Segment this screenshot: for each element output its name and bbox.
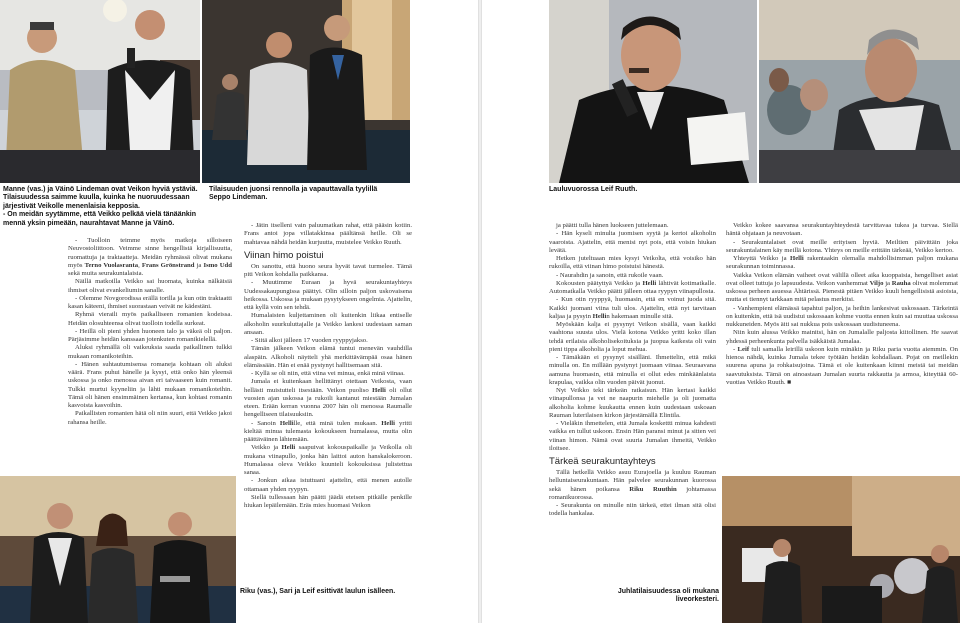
caption-manne-vaino: [3, 186, 203, 228]
paragraph: Hetken juteltuaan mies kysyi Veikolta, että voisiko hän rukoilla, että viinan himo poistuisi hänestä.: [549, 255, 716, 271]
photo-live-orchestra: [722, 476, 960, 623]
caption-orchestra: Juhlatilaisuudessa oli mukana liveorkesteri.: [617, 588, 719, 604]
paragraph: Nyt Veikko teki tärkeän ratkaisun. Hän kertasi kaikki viinapullonsa ja vei ne naapurin miehelle ja oli juomatta alkoholia kohme kuukautta ennen kuin uudestaan uskoaan Rauman luterilaisen kirkon järjestämällä Elintila.: [549, 387, 716, 419]
caption-line: Tilaisuuden juonsi rennolla ja vapauttavalla tyylillä: [209, 186, 378, 193]
paragraph: - Seurakunta on minulle niin tärkeä, ettei ilman sitä olisi todella hankalaa.: [549, 502, 716, 518]
text-column-4: [726, 222, 958, 472]
paragraph: Näillä matkoilla Veikko sai huomata, kuinka nälkäisiä ihmiset olivat evankeliumin sanalle.: [68, 278, 232, 294]
paragraph: Niin kuin alussa Veikko mainitsi, hän on Jumalalle paljosta kiitollinen. He saavat yhdessä perheenkunta palvella isäkkäistä Jumalaa.: [726, 329, 958, 345]
text-column-2: [244, 222, 412, 582]
paragraph: - Heillä oli pieni yhden huoneen talo ja väkeä oli paljon. Pärjäsimme heidän kanssaan jotenkuten romanikielellä.: [68, 327, 232, 343]
photo-manne-vaino: [0, 0, 200, 183]
paragraph: Ryhmä vieraili myös paikalliseen romanien kodeissa. Heidän olosuhteensa olivat tuolloin todella surkeat.: [68, 311, 232, 327]
paragraph: Humalaisten kuljettaminen oli kuitenkin liikaa entiselle alkoholin suurkuluttajalle ja Veikko lankesi uudestaan saman ansaan.: [244, 312, 412, 336]
paragraph: ja päätti tulla hänen luokseen juttelemaan.: [556, 222, 669, 229]
caption-riku-sari-leif: Riku (vas.), Sari ja Leif esittivät laulun isälleen.: [240, 588, 396, 595]
paragraph: On sanottu, että huono seura hyvät tavat turmelee. Tämä piti Veikon kohdalla paikkansa.: [244, 262, 412, 278]
photo-seppo-lindeman: [202, 0, 410, 183]
caption-leif: Lauluvuorossa Leif Ruuth.: [549, 186, 638, 193]
paragraph: - Leif tuli samalla leirillä uskoon kuin minäkin ja Riku paria vuotta aiemmin. On hienoa nähdä, kuinka Jumala tekee työtään heidän kohdallaan. Pojat on meillekin suurena apuna ja rohkaisujoina. Tämä ei ole kuitenkaan kiinni meistä tai meidän saavutuksista. Tämä on ainoastaan Jumalan suurta rakkautta ja armoa, kiteyttää 60-vuotias Veikko Ruuth. ■: [726, 345, 958, 386]
paragraph: - Vieläkin ihmettelen, että Jumala koskettti minua kahdesti vaikka en tullut uskoon. Ensin Hän paransi minut ja sitten vei viinan himon. Nämä ovat suuria Jumalan ihmeitä, Veikko iloitsee.: [549, 420, 716, 452]
paragraph: Vaikka Veikon elämän vaiheet ovat välillä olleet aika kuoppaisia, hengelliset asiat ovat olleet tuttuja jo lapsuudesta. Veikon vanhemmat Viljo ja Rauha olivat molemmat uskossa perheen asuessa Ähtärissä. Pienestä pitäen Veikko kuuli hengellisistä asioista, mutta ei tiennyt tarkkaan mitä pelastus merkitsi.: [726, 271, 958, 304]
caption-line: järjestivät Veikolle menenlaisia kepposia.: [3, 202, 140, 210]
caption-seppo: [209, 186, 409, 203]
paragraph: - Olemme Novgorodissa erällä torilla ja kun otin traktaatti kasan käteeni, ihmiset suorastaan veivät ne kädestäni.: [68, 294, 232, 310]
photo-riku-sari-leif: [0, 476, 236, 623]
paragraph: - Kun otin ryyppyä, huomasin, että en voinut juoda sitä. Kaikki juomani viina tuli ulos. Ajattelin, että nyt tarvitaan kaljaa ja pysyin Hellin hakemaan minulle sitä.: [549, 296, 716, 320]
paragraph: Tällä hetkellä Veikko asuu Eurajoella ja kuuluu Rauman helluntaiseurakuntaan. Hän palvelee seurakunnan kuorossa sekä hänen poikansa Riku Ruuthin johtamassa romanikuorossa.: [549, 469, 716, 501]
paragraph: Tämän jälkeen Veikon elämä tuntui menevän vauhdilla alaspäin. Alkoholi näytteli yhä merkittävämpää osaa hänen elämässään. Hän ei enää pystynyt hallitsemaan sitä.: [244, 345, 412, 369]
paragraph: Myöskään kalja ei pysynyt Veikon sisällä, vaan kaikki vaahtona suusta ulos. Vielä kotona Veikko yritti koko illan tehdä erilaisia alkoholisekoituksia ja juopua kaikesta oli vain pieni tippa alkoholia ja loput mehua.: [549, 321, 716, 353]
paragraph: Jumala ei kuitenkaan hellittänyt otettaan Veikosta, vaan hellästi muistutteli itsestään. Veikon puoliso Helli oli ollut vuosien ajan uskossa ja rukoili kantanut miestään Jumalan eteen. Erään kerran vuonna 2007 hän oli menossa Raumalle hengelliseen tilaisuuksiin.: [244, 378, 412, 419]
caption-line: - On meidän syytämme, että Veikko pelkää vielä tänäänkin: [3, 211, 196, 219]
page-gutter: [478, 0, 482, 623]
paragraph: Aluksi ryhmällä oli vaikeuksia saada paikallinen tulkki mukaan romanikoteihin.: [68, 344, 232, 360]
paragraph: - Jonkun aikaa istuttuani ajattelin, että menen autolle ottamaan yhden ryypyn.: [244, 477, 412, 493]
paragraph: Veikko kokee saavansa seurakuntayhteydestä tarvittavaa tukea ja turvaa. Siellä häntä ohjataan ja neuvotaan.: [726, 222, 958, 238]
paragraph: - Sanoin Hellille, että minä tulen mukaan. Helli yritti kieltää minua tulemasta kokoukseen humalassa, mutta olin päättäväinen lähtemään.: [244, 419, 412, 443]
paragraph: Kokousten päätyttyä Veikko ja Helli lähtivät kotimatkalle. Automatkalla Veikko päätti jälleen ottaa ryypyn viinapullosta.: [549, 279, 716, 295]
paragraph: - Muutimme Euraan ja hyvä seurakuntayhteys Uudessakaupungissa päättyi. Olin silloin paljon uskovaisena heikossa. Uskossa ja mukaan pysytykseen ongelmia. Ajattelin, että kyllä voin sen tehdä.: [244, 279, 412, 311]
text-column-3: [549, 222, 716, 584]
caption-line: Seppo Lindeman.: [209, 194, 268, 202]
paragraph: - Tuolloin teimme myös matkoja silloiseen Neuvostoliittoon. Veimme sinne hengellistä kirjallisuutta, ruomattuja ja traktaatteja. Meidän ryhmässä olivat mukana myös Terno Vuolasranta, Frans Grönstrand ja Ismo Udd sekä muita seurakuntalaisia.: [68, 237, 232, 277]
paragraph: - Naurahdin ja sanoin, että rukoile vaan.: [556, 271, 664, 279]
photo-audience-man: [759, 0, 960, 183]
paragraph: - Hän kyseli minulta juomisen syytä ja kertoi alkoholin vaaroista. Ajattelin, että menisi nyt pois, että voisin hiukan levätä.: [549, 230, 716, 254]
paragraph: - Jätin itselleni vain paluumatkan rahat, että pääsin kotiin. Frans antoi jopa villatakkinsa päältänsä heille. Oli se mahtavaa nähdä heidän kurjuutta, muistelee Veikko Ruuth.: [244, 222, 412, 246]
paragraph: Siellä tullessaan hän päätti jäädä eteisen pitkälle penkille hiukan lepäilemään. Eräs mies huomasi Veikon: [244, 493, 412, 509]
paragraph: - Tämäkään ei pysynyt sisälläni. Ihmettelin, että mikä minulla on. En millään pystynyt juomaan viinaa. Seuraavana aamuna huomasin, että minulla ei ollut edes minkäänlaista krapulaa, vaikka olin vuoden päivät juonut.: [549, 354, 716, 386]
paragraph: Yhteyttä Veikko ja Helli rakentaakin olemalla mahdollisimman paljon mukana seurakunnan toiminnassa.: [726, 255, 958, 271]
paragraph: Paikallisten romanien hätä oli niin suuri, että Veikko jakoi rahansa heille.: [68, 410, 232, 426]
subheading-seurakuntayhteys: Tärkeä seurakuntayhteys: [549, 456, 656, 467]
caption-line: mennä yksin pimeään, naurahtavat Manne ja Väinö.: [3, 219, 175, 227]
photo-leif-ruuth: [549, 0, 757, 183]
subheading-viinan-himo: Viinan himo poistui: [244, 249, 324, 261]
caption-line: Tilaisuudessa saimme kuulla, kuinka he nuoruudessaan: [3, 194, 190, 202]
caption-line: Manne (vas.) ja Väinö Lindeman ovat Veikon hyviä ystäviä.: [3, 186, 198, 193]
text-column-1: [68, 237, 232, 473]
paragraph: - Kyllä se oli niin, että viina vei minua, enkä minä viinaa.: [251, 370, 405, 377]
paragraph: - Vanhempieni elämässä tapahtui paljon, ja heihin lankesivat uskossaan. Tärkeintä on kuitenkin, että isä uudistui uskossaan kohme vuotta ennen kuin sai muuttaa uskossa nukkuneiden. Myös äiti sai nukkua pois uskossaan uudistuneena.: [726, 304, 958, 328]
paragraph: - Siitä alkoi jälleen 17 vuoden ryyppyjakso.: [251, 337, 368, 344]
paragraph: - Seurakuntalaiset ovat meille erityisen hyviä. Meiltien päivittäin joka seurakuntalainen käy meillä kotona. Yhteys on meille erittäin tärkeää, Veikko kertoo.: [726, 238, 958, 254]
paragraph: - Hänen suhtautumisensa romaneja kohtaan oli aluksi väärä. Frans puhui hänelle ja kysyi, että onko hän yleensä uskossa ja onko menossa aivan eri taivaaseen kuin romanit. Tulkki murtui kyyneliin ja lähti mukaan romanikoteihin. Tämä oli hänen ensimmäinen kertansa, kun kohtasi romanin kasvoista kasvoihin.: [68, 360, 232, 409]
paragraph: Veikko ja Helli saapuivat kokouspaikalle ja Veikolla oli mukana viinapullo, jonka hän laittoi auton hanskalokeroon. Humalassa oleva Veikko kuunteli kokouksissa julistettua sanaa.: [244, 444, 412, 476]
